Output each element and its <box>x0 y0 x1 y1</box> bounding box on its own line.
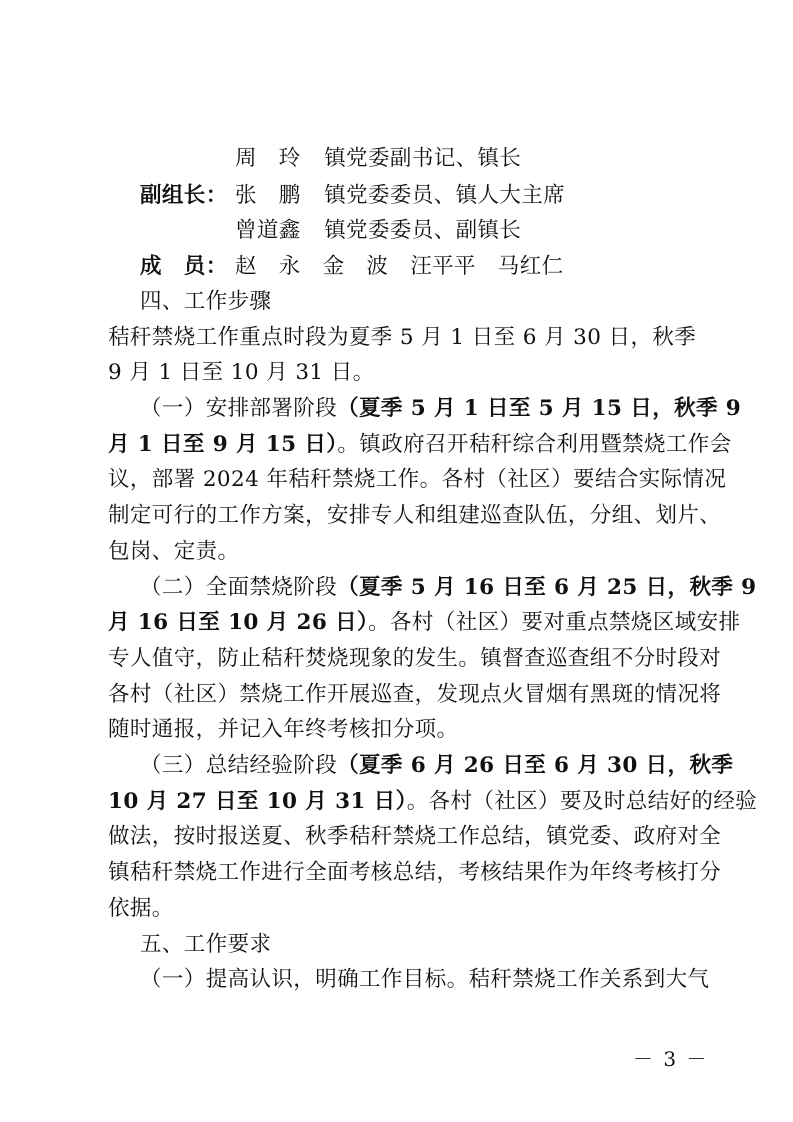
phase-3-line-1 <box>140 751 734 781</box>
member-title: 镇党委委员、副镇长 <box>324 218 522 243</box>
member-row-1 <box>235 144 521 174</box>
phase-3-text: 。各村（社区）要及时总结好的经验 <box>406 789 758 814</box>
intro-line-2: 9 月 1 日至 10 月 31 日。 <box>108 360 375 385</box>
phase-3-period: （夏季 6 月 26 日至 6 月 30 日，秋季 <box>337 753 734 778</box>
phase-2-line-5: 随时通报，并记入年终考核扣分项。 <box>108 717 459 742</box>
section-5-heading: 五、工作要求 <box>140 932 272 957</box>
phase-3-line-5: 依据。 <box>108 896 174 921</box>
phase-1-line-4: 制定可行的工作方案，安排专人和组建巡查队伍，分组、划片、 <box>108 503 722 528</box>
member-title: 镇党委委员、镇人大主席 <box>324 183 566 208</box>
phase-3-label: （三）总结经验阶段 <box>140 753 338 778</box>
phase-1-text: 。镇政府召开秸秆综合利用暨禁烧工作会 <box>337 432 732 457</box>
section-4-heading: 四、工作步骤 <box>140 289 272 314</box>
member-row-3 <box>235 216 521 246</box>
member-row-2 <box>140 181 565 211</box>
phase-3-line-3: 做法，按时报送夏、秋季秸秆禁烧工作总结，镇党委、政府对全 <box>108 824 722 849</box>
phase-1-period: （夏季 5 月 1 日至 5 月 15 日，秋季 9 <box>337 396 742 421</box>
phase-1-line-5: 包岗、定责。 <box>108 539 240 564</box>
phase-3-period-cont: 10 月 27 日至 10 月 31 日） <box>108 789 407 814</box>
phase-1-line-2 <box>108 430 732 460</box>
phase-2-line-3: 专人值守，防止秸秆焚烧现象的发生。镇督查巡查组不分时段对 <box>108 646 722 671</box>
member-name: 曾道鑫 <box>235 218 301 243</box>
member-title: 镇党委副书记、镇长 <box>324 146 522 171</box>
phase-2-text: 。各村（社区）要对重点禁烧区域安排 <box>368 610 741 635</box>
phase-3-line-4: 镇秸秆禁烧工作进行全面考核总结，考核结果作为年终考核打分 <box>108 860 722 885</box>
phase-2-line-1 <box>140 573 757 603</box>
deputy-leader-label: 副组长： <box>140 183 228 208</box>
phase-2-line-4: 各村（社区）禁烧工作开展巡查，发现点火冒烟有黑斑的情况将 <box>108 682 722 707</box>
phase-1-period-cont: 月 1 日至 9 月 15 日） <box>108 432 338 457</box>
member-names: 赵 永 金 波 汪平平 马红仁 <box>235 254 564 279</box>
phase-2-period-cont: 月 16 日至 10 月 26 日） <box>108 610 369 635</box>
member-row-4 <box>140 252 564 282</box>
phase-1-label: （一）安排部署阶段 <box>140 396 338 421</box>
page-number: － 3 － <box>633 1047 709 1071</box>
phase-2-line-2 <box>108 608 741 638</box>
phase-1-line-1 <box>140 394 742 424</box>
intro-line-1: 秸秆禁烧工作重点时段为夏季 5 月 1 日至 6 月 30 日，秋季 <box>108 325 697 350</box>
members-label: 成 员： <box>140 254 228 279</box>
phase-1-line-3: 议，部署 2024 年秸秆禁烧工作。各村（社区）要结合实际情况 <box>108 467 727 492</box>
member-name: 张 鹏 <box>235 183 301 208</box>
phase-3-line-2 <box>108 787 758 817</box>
phase-2-label: （二）全面禁烧阶段 <box>140 575 338 600</box>
phase-2-period: （夏季 5 月 16 日至 6 月 25 日，秋季 9 <box>337 575 757 600</box>
section-5-line-1: （一）提高认识，明确工作目标。秸秆禁烧工作关系到大气 <box>140 967 710 992</box>
member-name: 周 玲 <box>235 146 301 171</box>
